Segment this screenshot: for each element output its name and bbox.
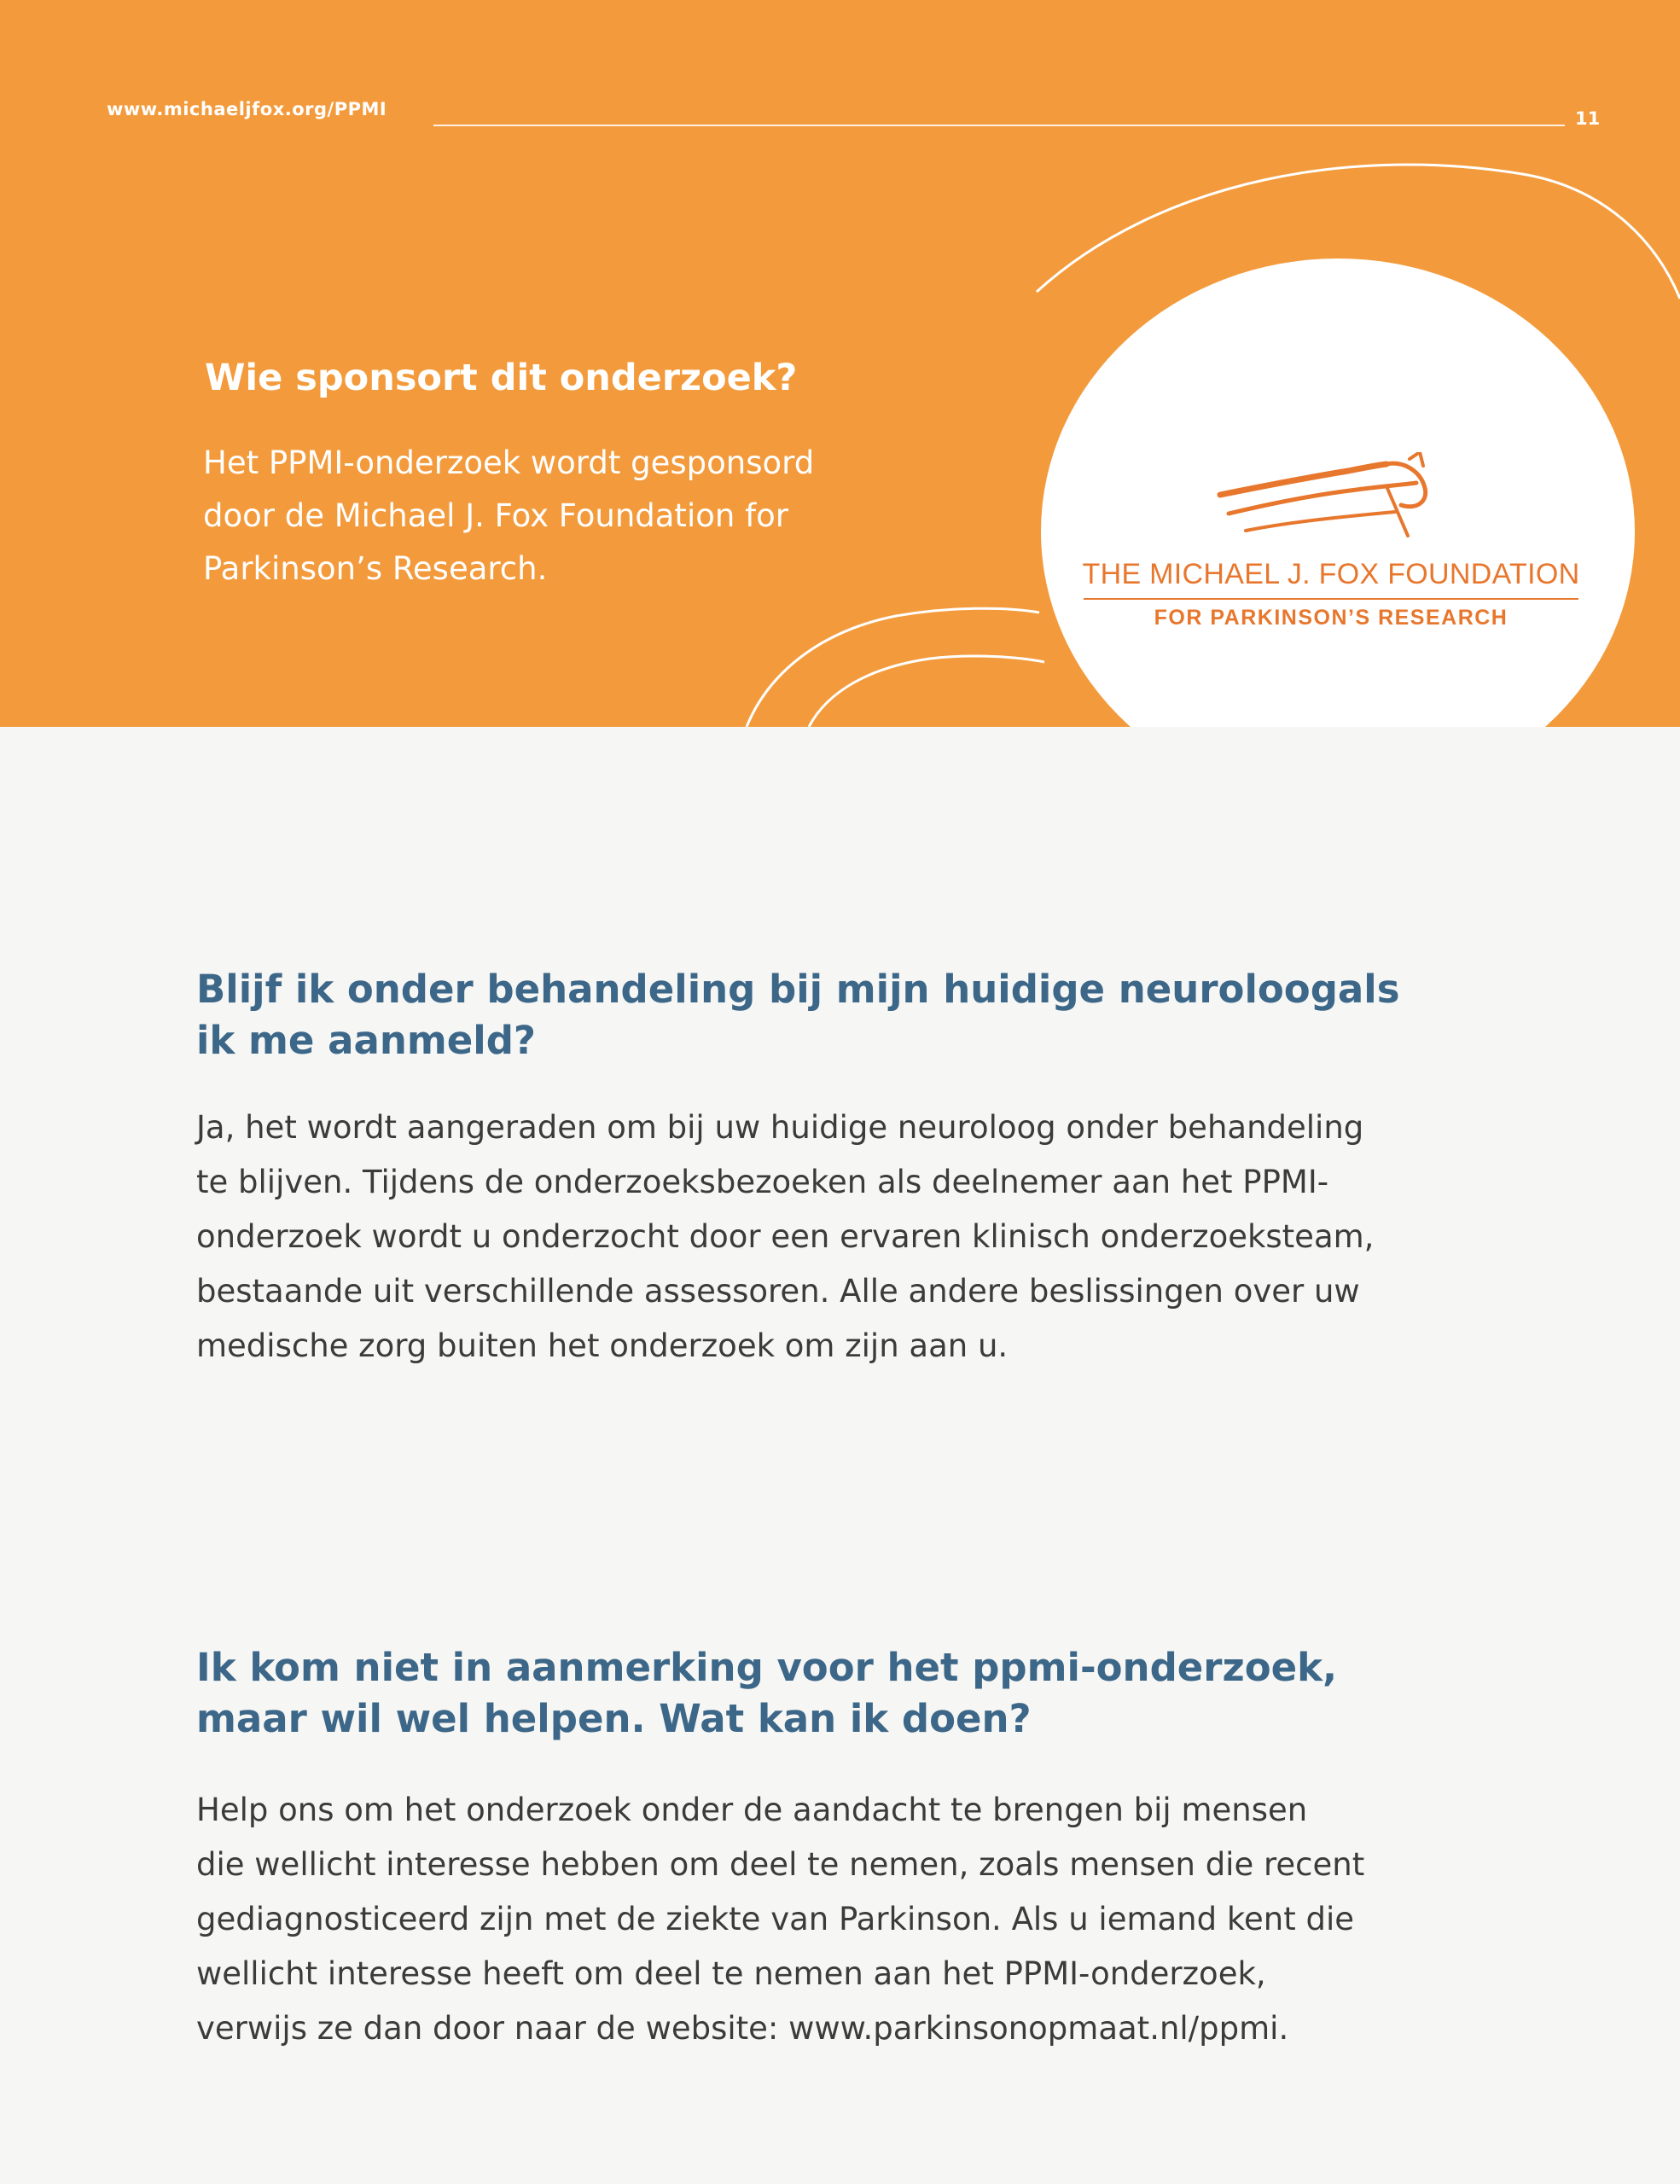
sponsor-text: Het PPMI-onderzoek wordt gesponsord door de Michael J. Fox Foundation for Parkinson’s Research.	[203, 444, 815, 587]
logo-text-line1: THE MICHAEL J. FOX FOUNDATION	[1082, 558, 1580, 590]
website-url: www.michaeljfox.org/PPMI	[107, 99, 387, 119]
logo-text-line2: FOR PARKINSON’S RESEARCH	[1154, 606, 1509, 630]
answer-text-help: Help ons om het onderzoek onder de aandacht te brengen bij mensen die wellicht interesse hebben om deel te nemen, zoals mensen die recent gediagnosticeerd zijn met de ziekte van Parkinson. Als u iemand kent die wellicht interesse heeft om deel te nemen aan het PPMI-onderzoek, verwijs ze dan door naar de website: www.parkinsonopmaat.nl/ppmi.	[196, 1792, 1365, 2047]
question-heading-help: Ik kom niet in aanmerking voor het ppmi-onderzoek, maar wil wel helpen. Wat kan ik doen?	[196, 1645, 1338, 1741]
question-heading-neurologist: Blijf ik onder behandeling bij mijn huidige neuroloogals ik me aanmeld?	[196, 967, 1400, 1063]
sponsor-heading: Wie sponsort dit onderzoek?	[205, 357, 798, 399]
mjff-logo	[1075, 452, 1587, 648]
header-rule	[433, 125, 1565, 126]
answer-text-neurologist: Ja, het wordt aangeraden om bij uw huidige neuroloog onder behandeling te blijven. Tijdens de onderzoeksbezoeken als deelnemer aan het PPMI- onderzoek wordt u onderzocht door een ervaren klinisch onderzoeksteam, bestaande uit verschillende assessoren. Alle andere beslissingen over uw medische zorg buiten het onderzoek om zijn aan u.	[196, 1109, 1375, 1364]
logo-divider	[1084, 598, 1578, 600]
fox-logo-icon	[1212, 452, 1442, 546]
page-number: 11	[1575, 108, 1601, 129]
